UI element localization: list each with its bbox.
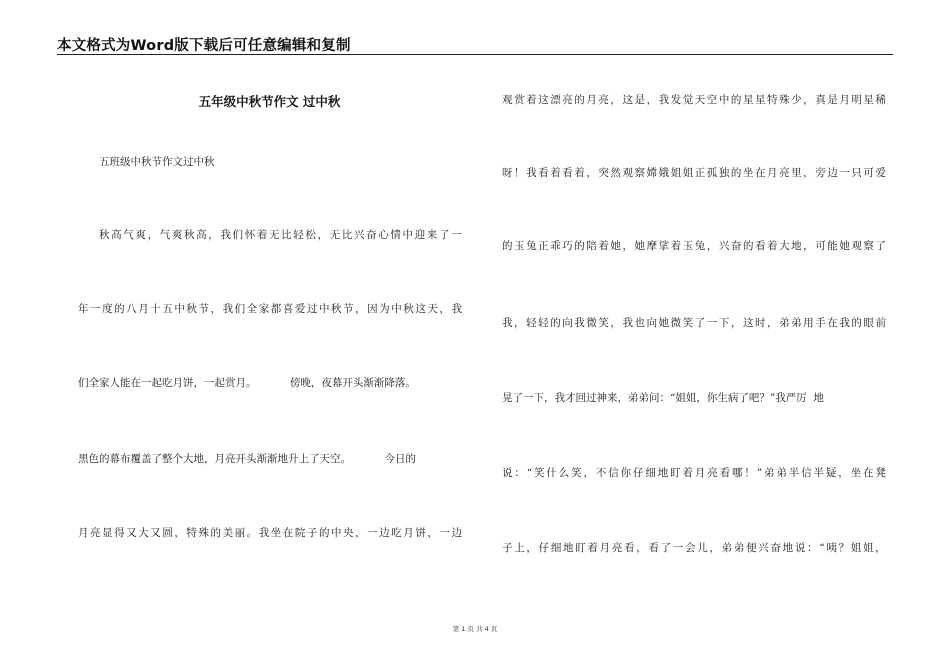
left-line-6: 月 亮 显 得 又 大 又 圆 ， 特 殊 的 美 丽 。 我 坐 在 院 子 的 中 央 ， 一 边 吃 月 饼 ， 一 边 — [78, 527, 462, 539]
right-line-4: 我 ， 轻 轻 的 向 我 微 笑 ， 我 也 向 她 微 笑 了 一 下 ， 这 时 ， 弟 弟 用 手 在 我 的 眼 前 — [502, 317, 886, 329]
left-line-2: 秋 高 气 爽 ， 气 爽 秋 高 ， 我 们 怀 着 无 比 轻 松 ， 无 比 兴 奋 心 情 中 迎 来 了 一 — [99, 229, 462, 241]
right-line-1: 观 赏 着 这 漂 亮 的 月 亮 ， 这 是 ， 我 发 觉 天 空 中 的 星 星 特 殊 少 ， 真 是 月 明 星 稀 — [502, 94, 886, 106]
page-number: 第 1 页 共 4 页 — [452, 625, 498, 633]
right-line-2: 呀 ！ 我 看 着 看 着 ， 突 然 观 察 嫦 娥 姐 姐 正 孤 独 的 坐 在 月 亮 里 ， 旁 边 一 只 可 爱 — [502, 167, 886, 179]
left-line-5: 黑色的幕布覆盖了整个大地，月亮开头渐渐地升上了天空。 今日的 — [78, 453, 416, 465]
left-line-1: 五班级中秋节作文过中秋 — [99, 156, 215, 168]
left-line-4: 们全家人能在一起吃月饼，一起赏月。 傍晚，夜幕开头渐渐降落。 — [78, 377, 416, 389]
left-line-3: 年 一 度 的 八 月 十 五 中 秋 节 ， 我 们 全 家 都 喜 爱 过 中 秋 节 ， 因 为 中 秋 这 天 ， 我 — [78, 303, 462, 315]
document-title: 五年级中秋节作文 过中秋 — [198, 94, 341, 109]
header-divider — [57, 54, 893, 55]
download-banner: 本文格式为Word版下载后可任意编辑和复制 — [57, 38, 351, 54]
right-line-7: 子 上 ， 仔 细 地 盯 着 月 亮 看 ， 看 了 一 会 儿 ， 弟 弟 便 兴 奋 地 说 ： “ 咦 ？ 姐 姐 ， — [502, 542, 886, 554]
right-line-3: 的 玉 兔 正 乖 巧 的 陪 着 她 ， 她 摩 挲 着 玉 兔 ， 兴 奋 的 看 着 大 地 ， 可 能 她 观 察 了 — [502, 240, 886, 252]
right-line-5: 晃了一下，我才回过神来，弟弟问：“姐姐，你生病了吧？”我严厉 地 — [502, 392, 824, 404]
right-line-6: 说 ： “ 笑 什 么 笑 ， 不 信 你 仔 细 地 盯 着 月 亮 看 哪 ！ ” 弟 弟 半 信 半 疑 ， 坐 在 凳 — [502, 467, 886, 479]
